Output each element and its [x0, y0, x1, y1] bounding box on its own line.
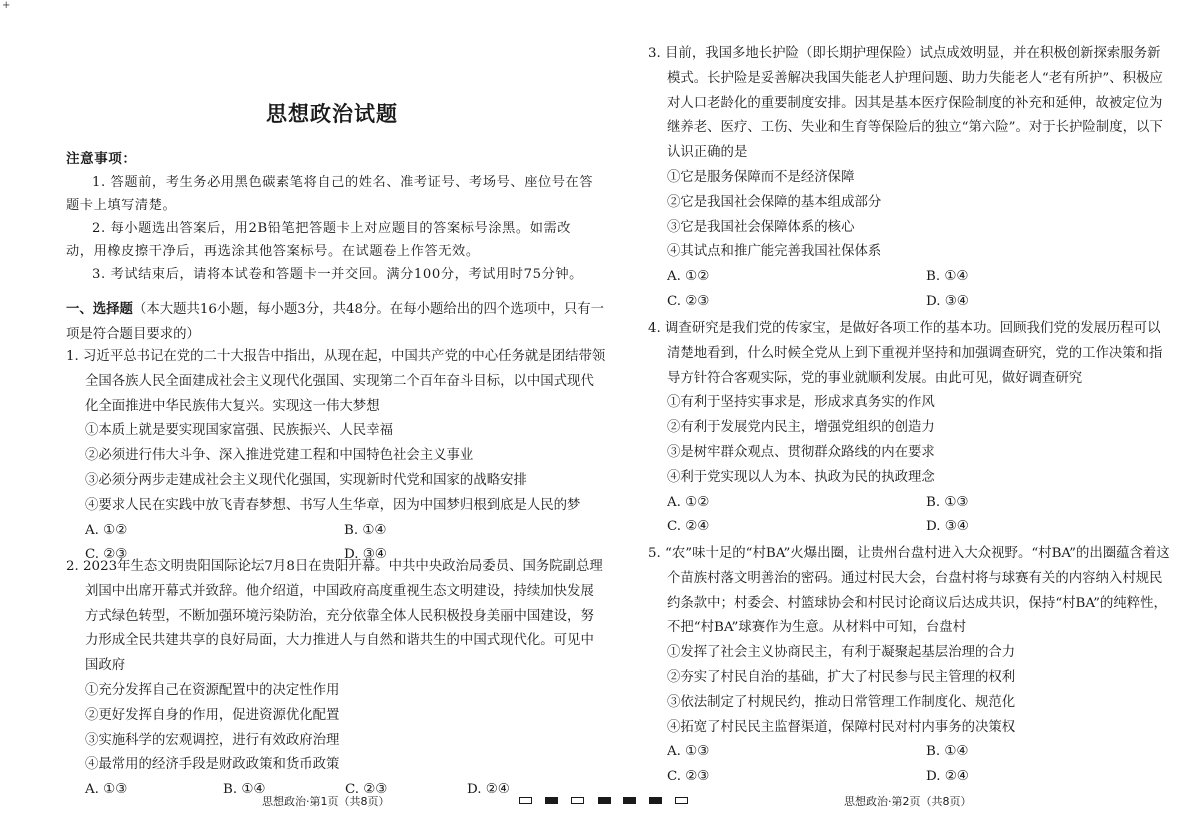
answer-choices: [648, 491, 1170, 516]
notice-heading: 注意事项：: [66, 151, 137, 167]
question-stem: 1. 习近平总书记在党的二十大报告中指出，从现在起，中国共产党的中心任务就是团结带领全国各族人民全面建成社会主义现代化强国、实现第二个百年奋斗目标，以中国式现代化全面推进中华民族伟大复兴。实现这一伟大梦想: [66, 349, 606, 414]
statement-option: ①充分发挥自己在资源配置中的决定性作用: [85, 682, 340, 698]
section-label: 一、选择题: [66, 302, 133, 317]
section-heading: [66, 298, 606, 347]
question-stem: 3. 目前，我国多地长护险（即长期护理保险）试点成效明显，并在积极创新探索服务新模式。长护险是妥善解决我国失能老人护理问题、助力失能老人“老有所护”、积极应对人口老龄化的重要制度安排。因其是基本医疗保险制度的补充和延伸，故被定位为继养老、医疗、工伤、失业和生育等保险后的独立“第六险”。对于长护险制度，以下认识正确的是: [648, 46, 1163, 161]
question-stem: 5. “农”味十足的“村BA”火爆出圈，让贵州台盘村进入大众视野。“村BA”的出圈蕴含着这个苗族村落文明善治的密码。通过村民大会，台盘村将与球赛有关的内容纳入村规民约条款中；村委会、村篮球协会和村民讨论商议后达成共识，保持“村BA”的纯粹性，不把“村BA”球赛作为生意。从材料中可知，台盘村: [648, 546, 1170, 636]
choice-a: A. ①③: [85, 782, 128, 798]
question-5: [648, 542, 1170, 790]
statement-option: ②更好发挥自身的作用，促进资源优化配置: [85, 707, 340, 723]
statement-option: ④要求人民在实践中放飞青春梦想、书写人生华章，因为中国梦归根到底是人民的梦: [85, 497, 581, 513]
choice-b: B. ①④: [926, 269, 969, 285]
choice-b: B. ①③: [926, 494, 969, 510]
choice-a: A. ①②: [85, 522, 128, 538]
page-footer-right: 思想政治·第2页（共8页）: [844, 795, 972, 808]
answer-choices: [66, 519, 606, 544]
question-stem: 4. 调查研究是我们党的传家宝，是做好各项工作的基本功。回顾我们党的发展历程可以清楚地看到，什么时候全党从上到下重视并坚持和加强调查研究，党的工作决策和指导方针符合客观实际，党的事业就顺利发展。由此可见，做好调查研究: [648, 321, 1163, 386]
statement-option: ③必须分两步走建成社会主义现代化强国，实现新时代党和国家的战略安排: [85, 472, 527, 488]
notice-block: [66, 148, 596, 286]
statement-option: ④其试点和推广能完善我国社保体系: [667, 244, 882, 260]
choice-c: C. ②③: [667, 769, 710, 785]
scan-mark: [545, 797, 558, 804]
question-1: [66, 345, 606, 568]
choice-b: B. ①④: [223, 782, 266, 798]
statement-option: ③实施科学的宏观调控，进行有效政府治理: [85, 732, 340, 748]
choice-c: C. ②③: [345, 782, 388, 798]
exam-title: 思想政治试题: [266, 102, 398, 126]
choice-d: D. ③④: [926, 293, 969, 309]
choice-c: C. ②③: [85, 547, 128, 563]
answer-choices: [648, 765, 1170, 790]
scan-mark: [623, 797, 636, 804]
choice-a: A. ①③: [667, 744, 710, 760]
answer-choices: [648, 740, 1170, 765]
statement-option: ①它是服务保障而不是经济保障: [667, 169, 855, 185]
statement-option: ①发挥了社会主义协商民主，有利于凝聚起基层治理的合力: [667, 645, 1016, 661]
statement-option: ②它是我国社会保障的基本组成部分: [667, 194, 882, 210]
choice-a: A. ①②: [667, 494, 710, 510]
page-footer-left: 思想政治·第1页（共8页）: [262, 795, 390, 808]
scan-mark: [519, 797, 532, 804]
choice-d: D. ②④: [467, 782, 510, 798]
statement-option: ②必须进行伟大斗争、深入推进党建工程和中国特色社会主义事业: [85, 448, 474, 464]
statement-option: ④利于党实现以人为本、执政为民的执政理念: [667, 469, 935, 485]
statement-option: ④最常用的经济手段是财政政策和货币政策: [85, 757, 340, 773]
notice-item: 3. 考试结束后，请将本试卷和答题卡一并交回。满分100分，考试用时75分钟。: [92, 267, 583, 282]
statement-option: ①本质上就是要实现国家富强、民族振兴、人民幸福: [85, 423, 393, 439]
notice-item: 1. 答题前，考生务必用黑色碳素笔将自己的姓名、准考证号、考场号、座位号在答题卡上填写清楚。: [66, 175, 594, 213]
statement-option: ③依法制定了村规民约，推动日常管理工作制度化、规范化: [667, 694, 1016, 710]
choice-d: D. ③④: [926, 519, 969, 535]
scan-mark: [675, 797, 688, 804]
crop-mark: +: [2, 0, 11, 11]
choice-b: B. ①④: [926, 744, 969, 760]
answer-choices: [648, 290, 1170, 315]
answer-choices: [648, 515, 1170, 540]
statement-option: ④拓宽了村民民主监督渠道，保障村民对村内事务的决策权: [667, 719, 1016, 735]
choice-d: D. ③④: [344, 547, 387, 563]
choice-c: C. ②④: [667, 519, 710, 535]
choice-a: A. ①②: [667, 269, 710, 285]
section-instructions: （本大题共16小题，每小题3分，共48分。在每小题给出的四个选项中，只有一项是符合题目要求的）: [66, 302, 605, 342]
statement-option: ①有利于坚持实事求是，形成求真务实的作风: [667, 395, 935, 411]
scan-mark: [598, 797, 611, 804]
scan-mark: [571, 797, 584, 804]
statement-option: ②夯实了村民自治的基础，扩大了村民参与民主管理的权利: [667, 669, 1016, 685]
notice-item: 2. 每小题选出答案后，用2B铅笔把答题卡上对应题目的答案标号涂黑。如需改动，用橡皮擦干净后，再选涂其他答案标号。在试题卷上作答无效。: [66, 221, 572, 259]
choice-c: C. ②③: [667, 293, 710, 309]
choice-b: B. ①④: [344, 522, 387, 538]
question-4: [648, 317, 1170, 540]
question-3: [648, 42, 1170, 315]
choice-d: D. ②④: [926, 769, 969, 785]
scan-mark: [649, 797, 662, 804]
question-2: [66, 555, 606, 803]
statement-option: ②有利于发展党内民主，增强党组织的创造力: [667, 420, 935, 436]
statement-option: ③是树牢群众观点、贯彻群众路线的内在要求: [667, 444, 935, 460]
question-stem: 2. 2023年生态文明贵阳国际论坛7月8日在贵阳开幕。中共中央政治局委员、国务院副总理刘国中出席开幕式并致辞。他介绍道，中国政府高度重视生态文明建设，持续加快发展方式绿色转型，不断加强环境污染防治，充分依靠全体人民积极投身美丽中国建设，努力形成全民共建共享的良好局面，大力推进人与自然和谐共生的中国式现代化。可见中国政府: [66, 559, 603, 674]
answer-choices: [648, 265, 1170, 290]
statement-option: ③它是我国社会保障体系的核心: [667, 219, 855, 235]
